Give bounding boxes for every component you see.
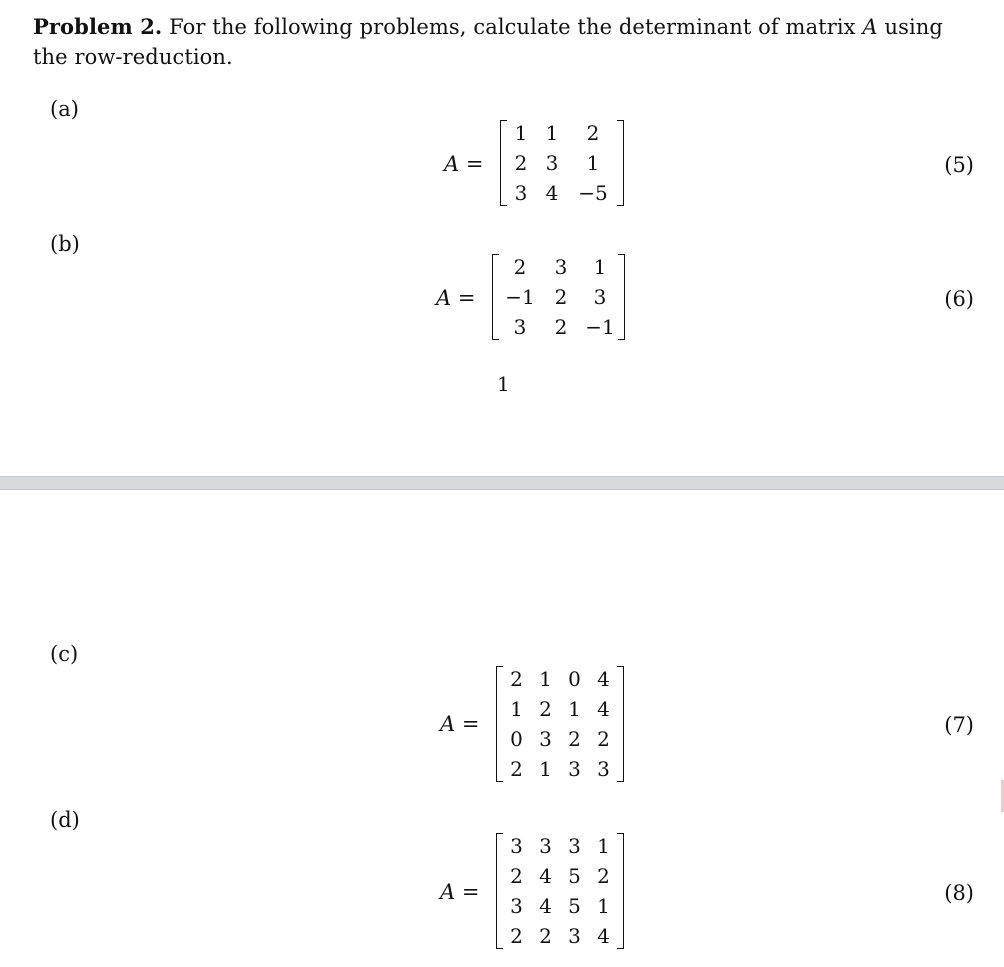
- matrix-a-cell-r3-c3: −5: [578, 181, 608, 205]
- matrix-c-cell-r3-c3: 2: [568, 727, 581, 751]
- page-number: 1: [497, 372, 510, 396]
- matrix-c-cell-r4-c3: 3: [568, 757, 581, 781]
- matrix-c-cell-r2-c2: 2: [539, 697, 552, 721]
- matrix-d-cell-r3-c1: 3: [510, 894, 523, 918]
- matrix-d-cell-r1-c3: 3: [568, 834, 581, 858]
- matrix-d-cell-r1-c1: 3: [510, 834, 523, 858]
- matrix-d-cell-r2-c4: 2: [597, 864, 610, 888]
- matrix-d-cell-r2-c2: 4: [539, 864, 552, 888]
- matrix-b-cell-r1-c3: 1: [593, 255, 607, 279]
- matrix-b-cell-r3-c3: −1: [585, 315, 615, 339]
- matrix-d-cell-r4-c1: 2: [510, 924, 523, 948]
- matrix-a-cell-r2-c1: 2: [514, 151, 528, 175]
- matrix-b: [492, 252, 625, 342]
- problem-text-2: using the row-reduction.: [33, 15, 943, 69]
- part-d-label: (d): [50, 808, 80, 832]
- part-b-lhs: [436, 286, 475, 310]
- matrix-d-cell-r4-c4: 4: [597, 924, 610, 948]
- problem-text-1: For the following problems, calculate the determinant of matrix: [162, 15, 863, 39]
- matrix-d-cell-r4-c3: 3: [568, 924, 581, 948]
- matrix-variable: A: [862, 15, 878, 39]
- matrix-c-cell-r3-c1: 0: [510, 727, 523, 751]
- matrix-d-cell-r2-c3: 5: [568, 864, 581, 888]
- matrix-a-cell-r1-c1: 1: [514, 121, 528, 145]
- part-b-label: (b): [50, 232, 80, 256]
- part-c-lhs: [440, 712, 479, 736]
- matrix-c-cell-r4-c4: 3: [597, 757, 610, 781]
- matrix-c-cell-r3-c4: 2: [597, 727, 610, 751]
- part-d-lhs: [440, 880, 479, 904]
- document-page-1: [0, 0, 1004, 476]
- equation-number-6: (6): [944, 287, 974, 311]
- matrix-a-cell-r3-c2: 4: [545, 181, 559, 205]
- page-separator: [0, 476, 1004, 490]
- matrix-c-cell-r2-c4: 4: [597, 697, 610, 721]
- matrix-c-cell-r2-c1: 1: [510, 697, 523, 721]
- part-c-lhs-var: A: [440, 712, 456, 736]
- part-c-lhs-eq: =: [455, 712, 480, 736]
- matrix-d-cell-r1-c2: 3: [539, 834, 552, 858]
- matrix-c-cell-r1-c3: 0: [568, 667, 581, 691]
- part-a-label: (a): [50, 97, 79, 121]
- matrix-a-cell-r1-c2: 1: [545, 121, 559, 145]
- equation-number-5: (5): [944, 153, 974, 177]
- matrix-d-cell-r1-c4: 1: [597, 834, 610, 858]
- matrix-d-cell-r4-c2: 2: [539, 924, 552, 948]
- matrix-c-cell-r4-c1: 2: [510, 757, 523, 781]
- matrix-c-cell-r2-c3: 1: [568, 697, 581, 721]
- part-a-lhs-eq: =: [459, 152, 484, 176]
- part-d-lhs-var: A: [440, 880, 456, 904]
- matrix-b-cell-r1-c1: 2: [513, 255, 527, 279]
- equation-number-8: (8): [944, 881, 974, 905]
- matrix-b-cell-r3-c2: 2: [554, 315, 568, 339]
- matrix-c-cell-r1-c1: 2: [510, 667, 523, 691]
- matrix-d-cell-r2-c1: 2: [510, 864, 523, 888]
- matrix-a-cell-r1-c3: 2: [586, 121, 600, 145]
- matrix-c-cell-r1-c4: 4: [597, 667, 610, 691]
- part-d-lhs-eq: =: [455, 880, 480, 904]
- problem-statement: [33, 12, 978, 72]
- matrix-d-cell-r3-c3: 5: [568, 894, 581, 918]
- part-a-lhs: [444, 152, 483, 176]
- matrix-a-cell-r2-c3: 1: [586, 151, 600, 175]
- matrix-a-cell-r2-c2: 3: [545, 151, 559, 175]
- matrix-d-cell-r3-c2: 4: [539, 894, 552, 918]
- matrix-b-cell-r1-c2: 3: [554, 255, 568, 279]
- matrix-b-cell-r2-c2: 2: [554, 285, 568, 309]
- document-page-2: [0, 490, 1004, 967]
- matrix-c-cell-r1-c2: 1: [539, 667, 552, 691]
- part-b-lhs-var: A: [436, 286, 452, 310]
- matrix-c-cell-r3-c2: 3: [539, 727, 552, 751]
- matrix-d: [496, 831, 624, 951]
- problem-heading: Problem 2.: [33, 14, 163, 39]
- matrix-a-cell-r3-c1: 3: [514, 181, 528, 205]
- part-c-label: (c): [50, 642, 79, 666]
- matrix-b-cell-r3-c1: 3: [513, 315, 527, 339]
- part-b-lhs-eq: =: [451, 286, 476, 310]
- equation-number-7: (7): [944, 713, 974, 737]
- matrix-a: [500, 118, 624, 208]
- matrix-c: [496, 664, 624, 784]
- matrix-d-cell-r3-c4: 1: [597, 894, 610, 918]
- matrix-b-cell-r2-c3: 3: [593, 285, 607, 309]
- matrix-b-cell-r2-c1: −1: [505, 285, 535, 309]
- part-a-lhs-var: A: [444, 152, 460, 176]
- matrix-c-cell-r4-c2: 1: [539, 757, 552, 781]
